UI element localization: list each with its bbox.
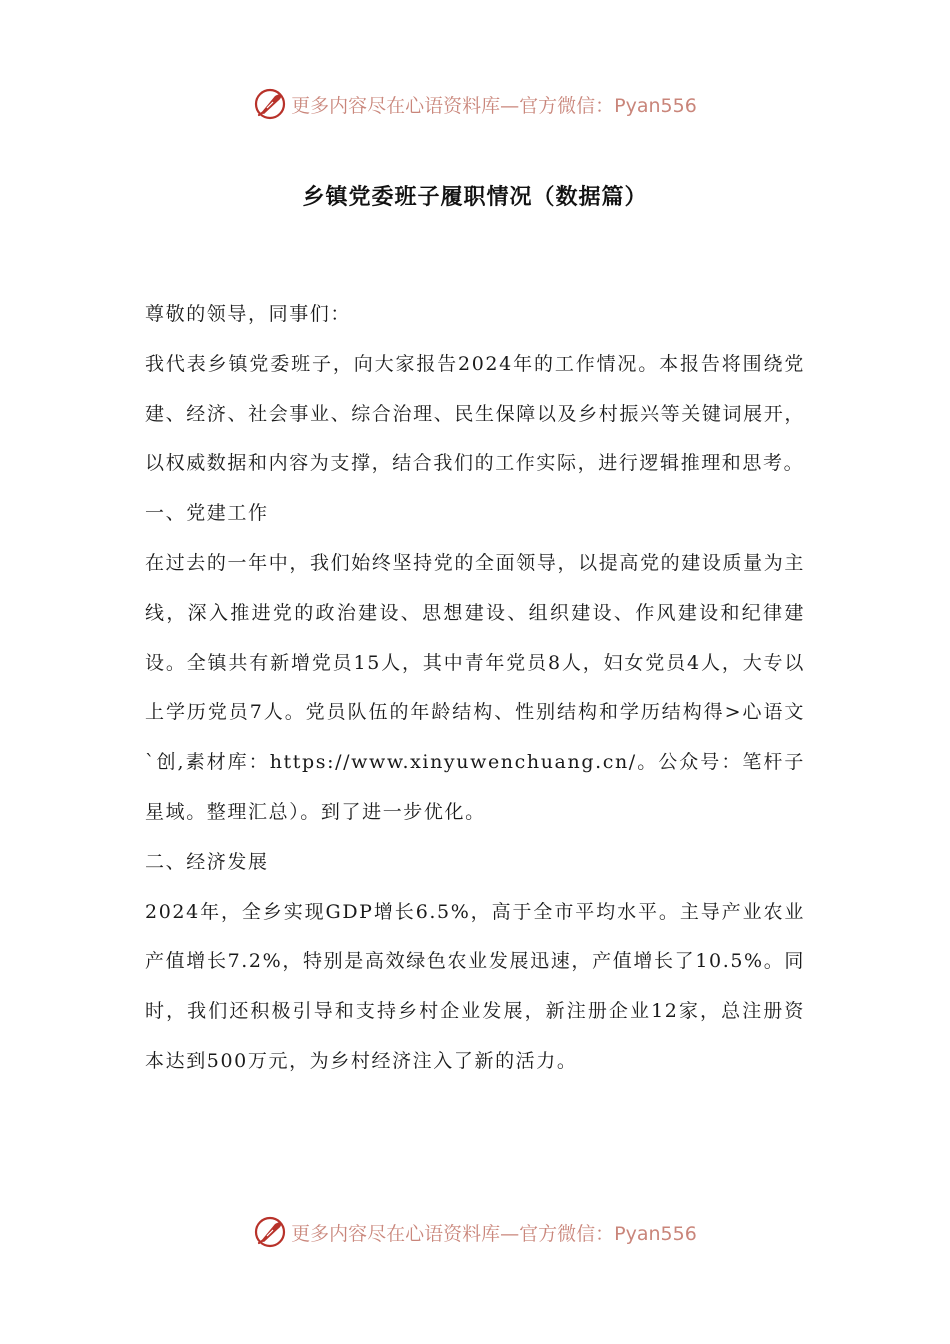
footer-banner: [0, 1212, 950, 1252]
quill-pen-logo-icon: [253, 87, 287, 121]
quill-pen-logo-icon: [253, 1215, 287, 1249]
header-banner: [0, 84, 950, 124]
banner-wechat-id: Pyan556: [614, 94, 697, 117]
section-heading-party-building: 一、党建工作: [145, 502, 269, 525]
banner-text: [291, 1219, 697, 1246]
section-heading-economy: 二、经济发展: [145, 850, 269, 873]
intro-paragraph: 我代表乡镇党委班子，向大家报告2024年的工作情况。本报告将围绕党建、经济、社会事业、综合治理、民生保障以及乡村振兴等关键词展开，以权威数据和内容为支撑，结合我们的工作实际，进行逻辑推理和思考。: [145, 352, 805, 475]
document-body: [145, 290, 805, 1087]
banner-slogan: 更多内容尽在心语资料库—官方微信：: [291, 1222, 615, 1245]
document-title: 乡镇党委班子履职情况（数据篇）: [302, 184, 648, 210]
salutation: 尊敬的领导，同事们：: [145, 303, 352, 325]
banner-slogan: 更多内容尽在心语资料库—官方微信：: [291, 94, 615, 117]
economy-paragraph: 2024年，全乡实现GDP增长6.5%，高于全市平均水平。主导产业农业产值增长7.2%，特别是高效绿色农业发展迅速，产值增长了10.5%。同时，我们还积极引导和支持乡村企业发展，新注册企业12家，总注册资本达到500万元，为乡村经济注入了新的活力。: [145, 900, 805, 1072]
party-building-paragraph: 在过去的一年中，我们始终坚持党的全面领导，以提高党的建设质量为主线，深入推进党的政治建设、思想建设、组织建设、作风建设和纪律建设。全镇共有新增党员15人，其中青年党员8人，妇女党员4人，大专以上学历党员7人。党员队伍的年龄结构、性别结构和学历结构得>心语文`创,素材库：https://www.xinyuwenchuang.cn/。公众号：笔杆子星域。整理汇总）。到了进一步优化。: [145, 551, 805, 823]
banner-wechat-id: Pyan556: [614, 1222, 697, 1245]
banner-text: [291, 91, 697, 118]
